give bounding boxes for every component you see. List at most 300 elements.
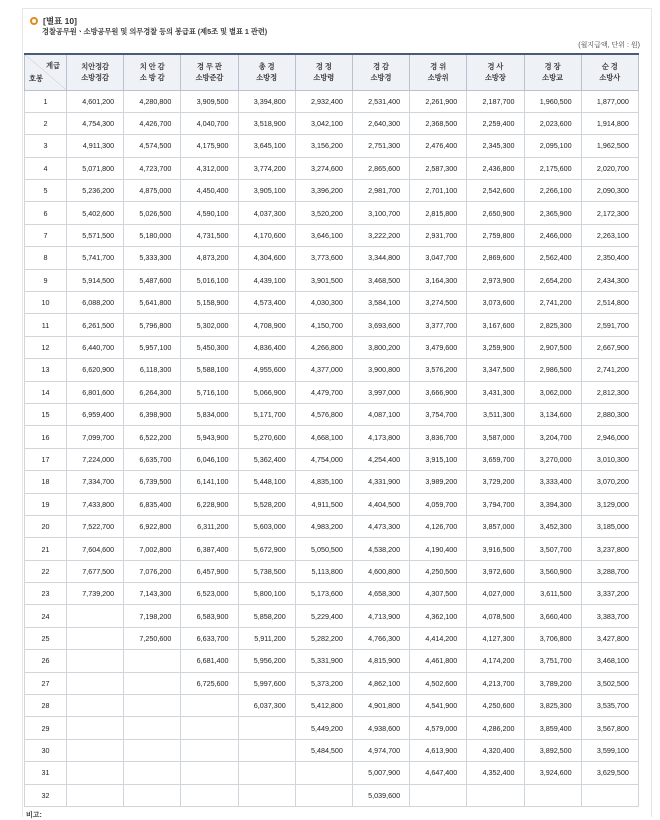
table-title-row bbox=[30, 15, 77, 27]
salary-cell: 5,026,500 bbox=[124, 202, 181, 224]
salary-cell: 3,100,700 bbox=[352, 202, 409, 224]
salary-cell: 3,274,500 bbox=[410, 292, 467, 314]
salary-cell bbox=[238, 762, 295, 784]
salary-cell: 3,905,100 bbox=[238, 180, 295, 202]
salary-cell bbox=[238, 739, 295, 761]
salary-cell: 3,857,000 bbox=[467, 515, 524, 537]
salary-cell: 3,836,700 bbox=[410, 426, 467, 448]
step-cell: 31 bbox=[25, 762, 67, 784]
table-row bbox=[25, 672, 639, 694]
salary-cell: 1,914,800 bbox=[581, 112, 638, 134]
step-cell: 18 bbox=[25, 471, 67, 493]
salary-cell: 5,171,700 bbox=[238, 403, 295, 425]
salary-cell: 1,962,500 bbox=[581, 135, 638, 157]
police-rank-label: 경 장 bbox=[544, 62, 561, 72]
table-row bbox=[25, 717, 639, 739]
salary-cell: 4,127,300 bbox=[467, 627, 524, 649]
salary-cell: 2,095,100 bbox=[524, 135, 581, 157]
salary-cell: 7,334,700 bbox=[67, 471, 124, 493]
salary-cell: 2,587,300 bbox=[410, 157, 467, 179]
salary-cell: 4,983,200 bbox=[295, 515, 352, 537]
salary-cell: 6,440,700 bbox=[67, 336, 124, 358]
salary-cell: 4,439,100 bbox=[238, 269, 295, 291]
police-rank-label: 경 사 bbox=[487, 62, 504, 72]
salary-cell: 5,402,600 bbox=[67, 202, 124, 224]
salary-cell: 6,228,900 bbox=[181, 493, 238, 515]
salary-cell: 6,725,600 bbox=[181, 672, 238, 694]
table-row bbox=[25, 314, 639, 336]
table-row bbox=[25, 650, 639, 672]
salary-cell bbox=[238, 717, 295, 739]
table-row bbox=[25, 762, 639, 784]
salary-cell: 3,789,200 bbox=[524, 672, 581, 694]
table-row bbox=[25, 695, 639, 717]
salary-cell: 6,681,400 bbox=[181, 650, 238, 672]
rank-header-6 bbox=[352, 54, 409, 90]
fire-rank-label: 소방정 bbox=[256, 73, 278, 83]
salary-cell: 3,584,100 bbox=[352, 292, 409, 314]
salary-cell: 4,404,500 bbox=[352, 493, 409, 515]
salary-cell: 5,738,500 bbox=[238, 560, 295, 582]
fire-rank-label: 소방령 bbox=[313, 73, 335, 83]
step-cell: 5 bbox=[25, 180, 67, 202]
salary-cell: 4,280,800 bbox=[124, 90, 181, 112]
salary-cell: 5,911,200 bbox=[238, 627, 295, 649]
salary-cell bbox=[67, 650, 124, 672]
salary-cell: 2,476,400 bbox=[410, 135, 467, 157]
salary-cell: 5,007,900 bbox=[352, 762, 409, 784]
unit-note: (월지급액, 단위 : 원) bbox=[578, 42, 640, 49]
salary-cell: 3,164,300 bbox=[410, 269, 467, 291]
salary-cell: 2,020,700 bbox=[581, 157, 638, 179]
salary-cell: 4,911,300 bbox=[67, 135, 124, 157]
salary-cell: 3,825,300 bbox=[524, 695, 581, 717]
table-row bbox=[25, 538, 639, 560]
salary-cell: 3,129,000 bbox=[581, 493, 638, 515]
salary-cell: 5,173,600 bbox=[295, 583, 352, 605]
salary-cell: 6,739,500 bbox=[124, 471, 181, 493]
salary-cell: 4,574,500 bbox=[124, 135, 181, 157]
salary-cell: 5,571,500 bbox=[67, 224, 124, 246]
salary-cell: 5,796,800 bbox=[124, 314, 181, 336]
salary-cell: 4,286,200 bbox=[467, 717, 524, 739]
salary-cell: 3,394,300 bbox=[524, 493, 581, 515]
salary-cell: 4,040,700 bbox=[181, 112, 238, 134]
salary-cell bbox=[467, 784, 524, 806]
salary-cell: 5,373,200 bbox=[295, 672, 352, 694]
salary-cell: 4,254,400 bbox=[352, 448, 409, 470]
salary-cell: 4,502,600 bbox=[410, 672, 467, 694]
rank-header-1 bbox=[67, 54, 124, 90]
step-cell: 32 bbox=[25, 784, 67, 806]
salary-cell: 3,892,500 bbox=[524, 739, 581, 761]
salary-cell: 4,754,300 bbox=[67, 112, 124, 134]
salary-cell: 4,579,000 bbox=[410, 717, 467, 739]
salary-cell: 4,331,900 bbox=[352, 471, 409, 493]
step-cell: 26 bbox=[25, 650, 67, 672]
salary-cell: 3,916,500 bbox=[467, 538, 524, 560]
salary-cell bbox=[67, 717, 124, 739]
salary-cell: 6,457,900 bbox=[181, 560, 238, 582]
salary-cell: 2,345,300 bbox=[467, 135, 524, 157]
salary-cell: 7,250,600 bbox=[124, 627, 181, 649]
salary-cell: 2,259,400 bbox=[467, 112, 524, 134]
salary-cell: 4,713,900 bbox=[352, 605, 409, 627]
salary-cell: 4,862,100 bbox=[352, 672, 409, 694]
salary-cell: 3,394,800 bbox=[238, 90, 295, 112]
salary-cell: 4,213,700 bbox=[467, 672, 524, 694]
salary-cell: 3,900,800 bbox=[352, 359, 409, 381]
salary-cell: 5,270,600 bbox=[238, 426, 295, 448]
police-rank-label: 순 경 bbox=[601, 62, 618, 72]
salary-cell: 3,706,800 bbox=[524, 627, 581, 649]
table-row bbox=[25, 471, 639, 493]
salary-cell: 4,461,800 bbox=[410, 650, 467, 672]
salary-cell: 7,143,300 bbox=[124, 583, 181, 605]
step-cell: 14 bbox=[25, 381, 67, 403]
salary-cell: 6,387,400 bbox=[181, 538, 238, 560]
salary-cell: 2,907,500 bbox=[524, 336, 581, 358]
step-cell: 8 bbox=[25, 247, 67, 269]
salary-cell: 7,739,200 bbox=[67, 583, 124, 605]
salary-cell bbox=[181, 695, 238, 717]
salary-cell: 3,915,100 bbox=[410, 448, 467, 470]
salary-cell: 4,352,400 bbox=[467, 762, 524, 784]
salary-cell: 5,362,400 bbox=[238, 448, 295, 470]
salary-cell: 5,236,200 bbox=[67, 180, 124, 202]
salary-cell: 2,759,800 bbox=[467, 224, 524, 246]
salary-cell: 7,522,700 bbox=[67, 515, 124, 537]
salary-cell: 5,997,600 bbox=[238, 672, 295, 694]
salary-cell: 2,650,900 bbox=[467, 202, 524, 224]
table-row bbox=[25, 90, 639, 112]
salary-cell: 4,873,200 bbox=[181, 247, 238, 269]
table-row bbox=[25, 336, 639, 358]
salary-cell: 4,835,100 bbox=[295, 471, 352, 493]
salary-cell: 3,599,100 bbox=[581, 739, 638, 761]
salary-cell: 6,522,200 bbox=[124, 426, 181, 448]
salary-cell: 6,959,400 bbox=[67, 403, 124, 425]
salary-cell bbox=[124, 717, 181, 739]
corner-header-cell bbox=[25, 54, 67, 90]
police-rank-label: 총 경 bbox=[258, 62, 275, 72]
salary-cell: 4,901,800 bbox=[352, 695, 409, 717]
salary-cell: 3,468,100 bbox=[581, 650, 638, 672]
police-rank-label: 경 위 bbox=[430, 62, 447, 72]
salary-cell: 1,877,000 bbox=[581, 90, 638, 112]
salary-cell: 4,175,900 bbox=[181, 135, 238, 157]
rank-header-5 bbox=[295, 54, 352, 90]
salary-cell bbox=[124, 739, 181, 761]
step-cell: 24 bbox=[25, 605, 67, 627]
salary-cell: 4,815,900 bbox=[352, 650, 409, 672]
salary-cell: 4,320,400 bbox=[467, 739, 524, 761]
salary-cell: 5,448,100 bbox=[238, 471, 295, 493]
salary-cell: 5,333,300 bbox=[124, 247, 181, 269]
salary-cell: 3,567,800 bbox=[581, 717, 638, 739]
salary-cell: 5,071,800 bbox=[67, 157, 124, 179]
salary-cell: 3,666,900 bbox=[410, 381, 467, 403]
salary-cell: 4,087,100 bbox=[352, 403, 409, 425]
table-row bbox=[25, 180, 639, 202]
salary-cell: 4,414,200 bbox=[410, 627, 467, 649]
salary-cell: 6,620,900 bbox=[67, 359, 124, 381]
salary-cell bbox=[124, 695, 181, 717]
salary-cell: 2,869,600 bbox=[467, 247, 524, 269]
salary-cell: 2,812,300 bbox=[581, 381, 638, 403]
salary-cell: 5,449,200 bbox=[295, 717, 352, 739]
salary-cell: 3,901,500 bbox=[295, 269, 352, 291]
table-row bbox=[25, 739, 639, 761]
salary-cell: 5,641,800 bbox=[124, 292, 181, 314]
salary-cell: 3,729,200 bbox=[467, 471, 524, 493]
salary-cell: 2,981,700 bbox=[352, 180, 409, 202]
salary-cell: 3,520,200 bbox=[295, 202, 352, 224]
salary-cell: 4,473,300 bbox=[352, 515, 409, 537]
salary-cell bbox=[181, 717, 238, 739]
salary-cell: 3,237,800 bbox=[581, 538, 638, 560]
salary-cell: 3,431,300 bbox=[467, 381, 524, 403]
step-cell: 11 bbox=[25, 314, 67, 336]
salary-cell: 4,647,400 bbox=[410, 762, 467, 784]
salary-cell: 4,668,100 bbox=[295, 426, 352, 448]
salary-cell: 4,307,500 bbox=[410, 583, 467, 605]
salary-cell bbox=[124, 762, 181, 784]
step-cell: 27 bbox=[25, 672, 67, 694]
circle-bullet-icon bbox=[30, 17, 38, 25]
salary-cell: 5,716,100 bbox=[181, 381, 238, 403]
salary-cell: 3,062,000 bbox=[524, 381, 581, 403]
salary-cell: 4,708,900 bbox=[238, 314, 295, 336]
salary-cell: 3,042,100 bbox=[295, 112, 352, 134]
salary-cell bbox=[67, 627, 124, 649]
salary-cell: 3,587,000 bbox=[467, 426, 524, 448]
table-row bbox=[25, 269, 639, 291]
salary-cell: 7,677,500 bbox=[67, 560, 124, 582]
table-row bbox=[25, 135, 639, 157]
police-rank-label: 경 정 bbox=[315, 62, 332, 72]
salary-cell: 4,027,000 bbox=[467, 583, 524, 605]
step-cell: 3 bbox=[25, 135, 67, 157]
step-cell: 19 bbox=[25, 493, 67, 515]
step-cell: 6 bbox=[25, 202, 67, 224]
salary-cell: 3,646,100 bbox=[295, 224, 352, 246]
salary-cell bbox=[124, 650, 181, 672]
salary-cell: 7,002,800 bbox=[124, 538, 181, 560]
salary-cell: 4,723,700 bbox=[124, 157, 181, 179]
salary-cell: 4,190,400 bbox=[410, 538, 467, 560]
salary-cell: 3,427,800 bbox=[581, 627, 638, 649]
header-row bbox=[25, 54, 639, 90]
salary-cell: 4,538,200 bbox=[352, 538, 409, 560]
salary-cell: 5,066,900 bbox=[238, 381, 295, 403]
salary-cell: 2,640,300 bbox=[352, 112, 409, 134]
salary-cell: 4,362,100 bbox=[410, 605, 467, 627]
salary-cell: 2,263,100 bbox=[581, 224, 638, 246]
step-cell: 28 bbox=[25, 695, 67, 717]
salary-cell: 2,434,300 bbox=[581, 269, 638, 291]
salary-cell: 4,836,400 bbox=[238, 336, 295, 358]
salary-cell: 2,023,600 bbox=[524, 112, 581, 134]
salary-cell: 5,956,200 bbox=[238, 650, 295, 672]
salary-cell: 5,484,500 bbox=[295, 739, 352, 761]
salary-cell bbox=[67, 605, 124, 627]
salary-cell: 3,134,600 bbox=[524, 403, 581, 425]
salary-cell: 2,986,500 bbox=[524, 359, 581, 381]
salary-cell: 4,173,800 bbox=[352, 426, 409, 448]
salary-cell: 3,333,400 bbox=[524, 471, 581, 493]
salary-cell: 2,365,900 bbox=[524, 202, 581, 224]
salary-cell: 4,731,500 bbox=[181, 224, 238, 246]
salary-cell: 3,270,000 bbox=[524, 448, 581, 470]
salary-cell: 3,773,600 bbox=[295, 247, 352, 269]
step-cell: 10 bbox=[25, 292, 67, 314]
salary-cell: 3,047,700 bbox=[410, 247, 467, 269]
fire-rank-label: 소방정감 bbox=[81, 73, 109, 83]
salary-cell: 2,741,200 bbox=[581, 359, 638, 381]
salary-cell: 7,224,000 bbox=[67, 448, 124, 470]
fire-rank-label: 소방사 bbox=[599, 73, 621, 83]
salary-cell: 2,667,900 bbox=[581, 336, 638, 358]
step-cell: 9 bbox=[25, 269, 67, 291]
salary-cell: 2,946,000 bbox=[581, 426, 638, 448]
fire-rank-label: 소 방 감 bbox=[139, 73, 165, 83]
salary-cell: 4,037,300 bbox=[238, 202, 295, 224]
salary-cell: 5,800,100 bbox=[238, 583, 295, 605]
salary-cell: 5,050,500 bbox=[295, 538, 352, 560]
salary-cell bbox=[124, 672, 181, 694]
salary-cell: 2,815,800 bbox=[410, 202, 467, 224]
rank-header-2 bbox=[124, 54, 181, 90]
salary-cell: 3,645,100 bbox=[238, 135, 295, 157]
salary-cell: 3,693,600 bbox=[352, 314, 409, 336]
salary-cell: 2,187,700 bbox=[467, 90, 524, 112]
salary-cell: 5,331,900 bbox=[295, 650, 352, 672]
salary-cell: 2,266,100 bbox=[524, 180, 581, 202]
salary-cell: 3,383,700 bbox=[581, 605, 638, 627]
salary-cell: 4,450,400 bbox=[181, 180, 238, 202]
table-row bbox=[25, 426, 639, 448]
table-title: [별표 10] bbox=[43, 16, 77, 26]
salary-cell: 5,672,900 bbox=[238, 538, 295, 560]
salary-cell: 4,590,100 bbox=[181, 202, 238, 224]
salary-cell: 4,573,400 bbox=[238, 292, 295, 314]
salary-cell: 3,751,700 bbox=[524, 650, 581, 672]
salary-cell: 5,282,200 bbox=[295, 627, 352, 649]
salary-cell: 6,523,000 bbox=[181, 583, 238, 605]
salary-cell: 6,922,800 bbox=[124, 515, 181, 537]
step-cell: 17 bbox=[25, 448, 67, 470]
police-rank-label: 경 무 관 bbox=[197, 62, 222, 72]
salary-cell: 5,412,800 bbox=[295, 695, 352, 717]
salary-cell: 6,398,900 bbox=[124, 403, 181, 425]
salary-cell: 7,198,200 bbox=[124, 605, 181, 627]
step-cell: 23 bbox=[25, 583, 67, 605]
salary-table bbox=[24, 53, 639, 807]
salary-cell: 2,591,700 bbox=[581, 314, 638, 336]
salary-cell: 2,880,300 bbox=[581, 403, 638, 425]
rank-header-3 bbox=[181, 54, 238, 90]
table-row bbox=[25, 583, 639, 605]
salary-cell: 6,801,600 bbox=[67, 381, 124, 403]
salary-cell bbox=[67, 784, 124, 806]
salary-cell: 3,468,500 bbox=[352, 269, 409, 291]
step-cell: 30 bbox=[25, 739, 67, 761]
salary-cell: 2,931,700 bbox=[410, 224, 467, 246]
salary-cell: 3,924,600 bbox=[524, 762, 581, 784]
step-cell: 7 bbox=[25, 224, 67, 246]
salary-cell: 3,288,700 bbox=[581, 560, 638, 582]
salary-cell: 4,426,700 bbox=[124, 112, 181, 134]
salary-cell: 6,141,100 bbox=[181, 471, 238, 493]
table-row bbox=[25, 448, 639, 470]
salary-cell: 3,659,700 bbox=[467, 448, 524, 470]
salary-cell bbox=[67, 739, 124, 761]
salary-cell: 2,514,800 bbox=[581, 292, 638, 314]
salary-cell: 3,560,900 bbox=[524, 560, 581, 582]
salary-cell bbox=[181, 784, 238, 806]
corner-step-label: 호봉 bbox=[29, 73, 43, 83]
table-row bbox=[25, 493, 639, 515]
step-cell: 29 bbox=[25, 717, 67, 739]
salary-cell: 2,562,400 bbox=[524, 247, 581, 269]
salary-cell: 7,099,700 bbox=[67, 426, 124, 448]
step-cell: 21 bbox=[25, 538, 67, 560]
salary-cell: 5,487,600 bbox=[124, 269, 181, 291]
salary-cell: 4,170,600 bbox=[238, 224, 295, 246]
salary-cell: 4,266,800 bbox=[295, 336, 352, 358]
salary-cell: 2,542,600 bbox=[467, 180, 524, 202]
salary-cell: 3,800,200 bbox=[352, 336, 409, 358]
salary-cell: 3,518,900 bbox=[238, 112, 295, 134]
salary-cell: 4,576,800 bbox=[295, 403, 352, 425]
salary-cell: 5,113,800 bbox=[295, 560, 352, 582]
salary-cell bbox=[295, 784, 352, 806]
step-cell: 22 bbox=[25, 560, 67, 582]
salary-cell: 6,046,100 bbox=[181, 448, 238, 470]
rank-header-10 bbox=[581, 54, 638, 90]
step-cell: 20 bbox=[25, 515, 67, 537]
salary-cell: 5,158,900 bbox=[181, 292, 238, 314]
salary-cell bbox=[181, 762, 238, 784]
salary-cell: 5,588,100 bbox=[181, 359, 238, 381]
police-rank-label: 치 안 감 bbox=[139, 62, 165, 72]
salary-cell: 5,858,200 bbox=[238, 605, 295, 627]
salary-cell: 7,076,200 bbox=[124, 560, 181, 582]
salary-cell: 5,741,700 bbox=[67, 247, 124, 269]
salary-cell: 3,344,800 bbox=[352, 247, 409, 269]
salary-cell: 3,535,700 bbox=[581, 695, 638, 717]
salary-cell: 3,010,300 bbox=[581, 448, 638, 470]
step-cell: 1 bbox=[25, 90, 67, 112]
salary-cell: 4,479,700 bbox=[295, 381, 352, 403]
table-row bbox=[25, 112, 639, 134]
salary-cell: 2,654,200 bbox=[524, 269, 581, 291]
salary-cell bbox=[295, 762, 352, 784]
salary-cell: 4,174,200 bbox=[467, 650, 524, 672]
salary-cell: 4,955,600 bbox=[238, 359, 295, 381]
salary-cell: 1,960,500 bbox=[524, 90, 581, 112]
salary-cell: 3,337,200 bbox=[581, 583, 638, 605]
salary-cell: 4,030,300 bbox=[295, 292, 352, 314]
salary-cell: 4,541,900 bbox=[410, 695, 467, 717]
salary-cell: 3,377,700 bbox=[410, 314, 467, 336]
table-row bbox=[25, 359, 639, 381]
salary-cell: 2,865,600 bbox=[352, 157, 409, 179]
step-cell: 12 bbox=[25, 336, 67, 358]
salary-cell: 2,466,000 bbox=[524, 224, 581, 246]
salary-cell: 5,016,100 bbox=[181, 269, 238, 291]
